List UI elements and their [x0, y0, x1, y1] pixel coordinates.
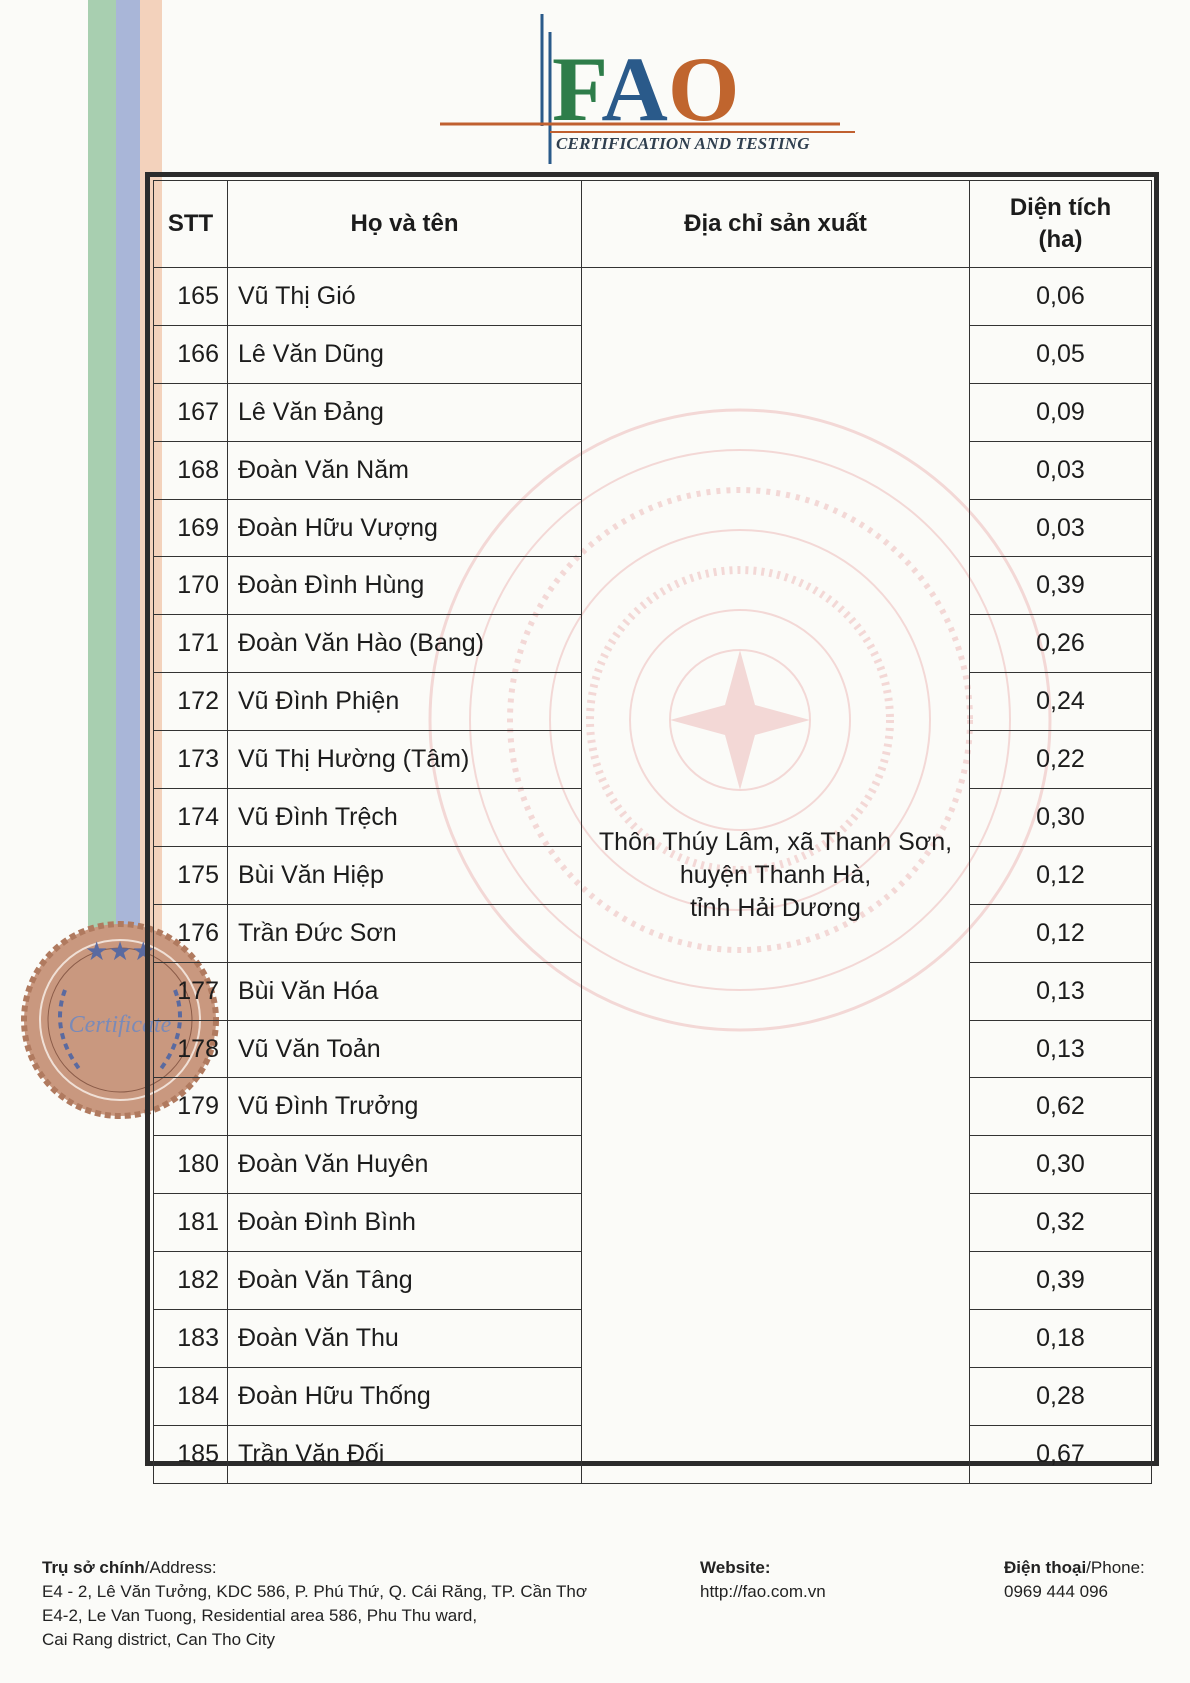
cell-area: 0,13 [970, 962, 1152, 1020]
cell-name: Đoàn Văn Thu [228, 1310, 582, 1368]
cell-area: 0,13 [970, 1020, 1152, 1078]
cell-stt: 178 [154, 1020, 228, 1078]
cell-area: 0,32 [970, 1194, 1152, 1252]
cell-name: Lê Văn Đảng [228, 383, 582, 441]
cell-stt: 183 [154, 1310, 228, 1368]
footer-phone-number: 0969 444 096 [1004, 1582, 1108, 1601]
header-address: Địa chỉ sản xuất [582, 181, 970, 268]
cell-area: 0,28 [970, 1367, 1152, 1425]
cell-name: Đoàn Hữu Thống [228, 1367, 582, 1425]
cell-area: 0,22 [970, 731, 1152, 789]
farmer-list-table [153, 180, 1152, 1484]
logo-letters: FAO [552, 38, 740, 140]
cell-area: 0,05 [970, 325, 1152, 383]
cell-stt: 165 [154, 268, 228, 326]
table-header-row [154, 181, 1152, 268]
cell-area: 0,24 [970, 673, 1152, 731]
cell-name: Đoàn Đình Hùng [228, 557, 582, 615]
footer-address-label: Trụ sở chính/Address: [42, 1558, 217, 1577]
cell-name: Đoàn Văn Tâng [228, 1252, 582, 1310]
cell-stt: 167 [154, 383, 228, 441]
cell-name: Bùi Văn Hiệp [228, 846, 582, 904]
cell-stt: 171 [154, 615, 228, 673]
cell-area: 0,67 [970, 1425, 1152, 1483]
cell-area: 0,39 [970, 1252, 1152, 1310]
cell-stt: 181 [154, 1194, 228, 1252]
header-area-line2: (ha) [1038, 226, 1083, 253]
cell-stt: 177 [154, 962, 228, 1020]
cell-name: Bùi Văn Hóa [228, 962, 582, 1020]
header-area-line1: Diện tích [1009, 194, 1112, 221]
cell-name: Vũ Đình Trệch [228, 789, 582, 847]
address-line: Thôn Thúy Lâm, xã Thanh Sơn, [598, 827, 953, 856]
cell-stt: 176 [154, 904, 228, 962]
footer-phone-label: Điện thoại/Phone: [1004, 1558, 1145, 1577]
logo-subtitle: CERTIFICATION AND TESTING [556, 134, 810, 153]
footer-phone [1004, 1556, 1145, 1604]
cell-name: Trần Đức Sơn [228, 904, 582, 962]
cell-name: Vũ Văn Toản [228, 1020, 582, 1078]
cell-stt: 174 [154, 789, 228, 847]
cell-area: 0,03 [970, 499, 1152, 557]
cell-area: 0,09 [970, 383, 1152, 441]
footer-address-line: E4 - 2, Lê Văn Tưởng, KDC 586, P. Phú Thứ, Q. Cái Răng, TP. Cần Thơ [42, 1582, 587, 1601]
seal-text: Certificate [68, 1012, 172, 1038]
cell-name: Vũ Đình Phiện [228, 673, 582, 731]
cell-name: Vũ Thị Hường (Tâm) [228, 731, 582, 789]
cell-area: 0,26 [970, 615, 1152, 673]
cell-area: 0,06 [970, 268, 1152, 326]
cell-name: Đoàn Văn Hào (Bang) [228, 615, 582, 673]
header-area [970, 181, 1152, 268]
cell-area: 0,30 [970, 1136, 1152, 1194]
cell-stt: 175 [154, 846, 228, 904]
cell-stt: 185 [154, 1425, 228, 1483]
cell-stt: 168 [154, 441, 228, 499]
footer-website-label: Website: [700, 1558, 771, 1577]
cell-stt: 184 [154, 1367, 228, 1425]
cell-stt: 166 [154, 325, 228, 383]
table-row [154, 268, 1152, 326]
cell-area: 0,03 [970, 441, 1152, 499]
cell-stt: 169 [154, 499, 228, 557]
cell-name: Lê Văn Dũng [228, 325, 582, 383]
address-line: huyện Thanh Hà, [679, 860, 872, 889]
cell-name: Đoàn Văn Huyên [228, 1136, 582, 1194]
cell-name: Đoàn Đình Bình [228, 1194, 582, 1252]
address-line: tỉnh Hải Dương [690, 893, 861, 922]
cell-area: 0,12 [970, 904, 1152, 962]
footer-address [42, 1556, 587, 1652]
footer-website-link[interactable]: http://fao.com.vn [700, 1582, 826, 1601]
seal-stars-icon: ★★★ [85, 936, 155, 966]
cell-stt: 173 [154, 731, 228, 789]
cell-area: 0,18 [970, 1310, 1152, 1368]
cell-area: 0,62 [970, 1078, 1152, 1136]
cell-stt: 182 [154, 1252, 228, 1310]
cell-area: 0,30 [970, 789, 1152, 847]
footer-website [700, 1556, 826, 1604]
header-name: Họ và tên [228, 181, 582, 268]
cell-name: Đoàn Hữu Vượng [228, 499, 582, 557]
decorative-stripe-blue [116, 0, 140, 960]
cell-stt: 180 [154, 1136, 228, 1194]
cell-stt: 179 [154, 1078, 228, 1136]
header-stt: STT [154, 181, 228, 268]
decorative-stripe-green [88, 0, 116, 960]
cell-name: Vũ Đình Trưởng [228, 1078, 582, 1136]
footer-address-line: E4-2, Le Van Tuong, Residential area 586, Phu Thu ward, [42, 1606, 478, 1625]
cell-name: Đoàn Văn Năm [228, 441, 582, 499]
cell-address [582, 268, 970, 1484]
cell-area: 0,39 [970, 557, 1152, 615]
cell-name: Trần Văn Đối [228, 1425, 582, 1483]
cell-stt: 170 [154, 557, 228, 615]
cell-area: 0,12 [970, 846, 1152, 904]
cell-stt: 172 [154, 673, 228, 731]
cell-name: Vũ Thị Gió [228, 268, 582, 326]
footer-address-line: Cai Rang district, Can Tho City [42, 1630, 276, 1649]
